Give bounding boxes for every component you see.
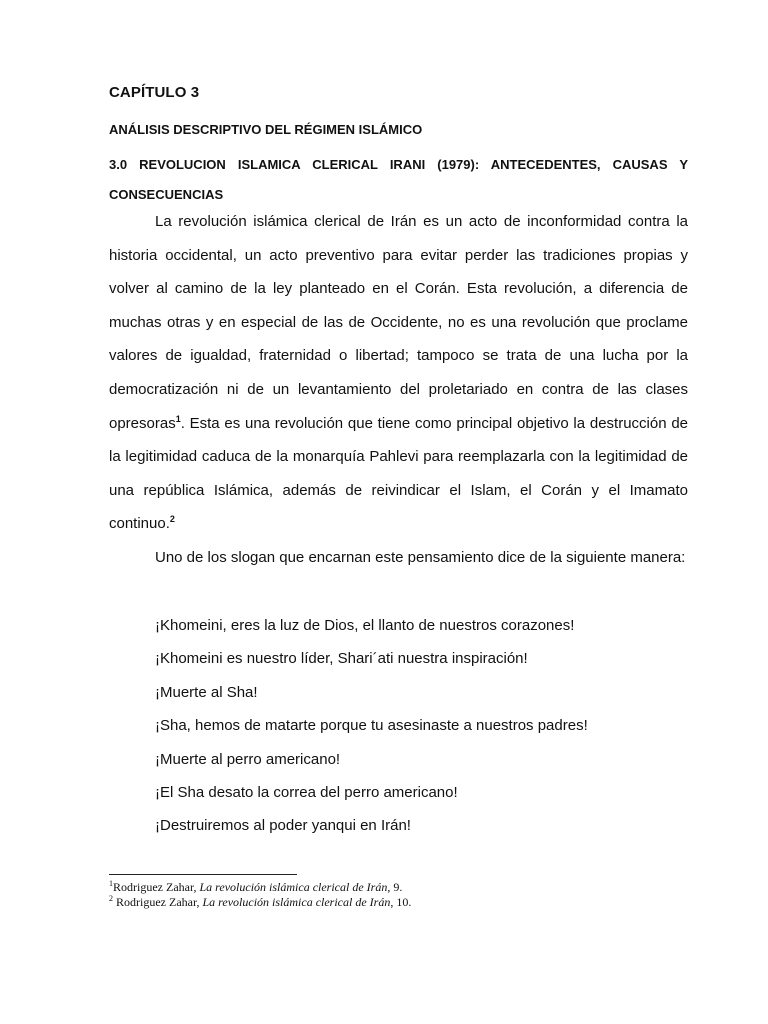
slogan-item: ¡Muerte al perro americano! bbox=[155, 750, 341, 768]
footnote-page: , 10. bbox=[390, 894, 412, 909]
chapter-title: CAPÍTULO 3 bbox=[109, 84, 200, 101]
footnotes-list bbox=[109, 880, 411, 909]
section-title: ANÁLISIS DESCRIPTIVO DEL RÉGIMEN ISLÁMICO bbox=[109, 122, 423, 137]
paragraph-1 bbox=[109, 205, 688, 541]
slogan-item: ¡Destruiremos al poder yanqui en Irán! bbox=[155, 817, 411, 835]
footnote-ref-2: 2 bbox=[169, 514, 175, 525]
paragraph-1-text-b: . Esta es una revolución que tiene como principal objetivo la destrucción de la legitimidad caduca de la monarquía Pahlevi para reemplazarla con la legitimidad de una república Islámica, además de reivindicar el Islam, el Corán y el Imamato continuo. bbox=[109, 414, 688, 533]
slogan-item: ¡Khomeini, eres la luz de Dios, el llanto de nuestros corazones! bbox=[155, 617, 575, 634]
footnote-page: , 9. bbox=[387, 880, 403, 894]
slogan-list bbox=[155, 609, 588, 843]
paragraph-2 bbox=[109, 541, 688, 575]
subsection-title-line-1: 3.0 REVOLUCION ISLAMICA CLERICAL IRANI (1979): ANTECEDENTES, CAUSAS Y bbox=[109, 157, 688, 172]
slogan-item: ¡Sha, hemos de matarte porque tu asesinaste a nuestros padres! bbox=[155, 717, 588, 735]
paragraph-1-text-a: La revolución islámica clerical de Irán es un acto de inconformidad contra la historia occidental, un acto preventivo para evitar perder las tradiciones propias y volver al camino de la ley planteado en el Corán. Esta revolución, a diferencia de muchas otras y en especial de las de Occidente, no es una revolución que proclame valores de igualdad, fraternidad o libertad; tampoco se trata de una lucha por la democratización ni de un levantamiento del proletariado en contra de las clases opresoras bbox=[109, 213, 688, 432]
footnote-marker: 2 bbox=[109, 893, 113, 903]
footnote-author: Rodriguez Zahar, bbox=[113, 894, 203, 909]
slogan-item: ¡Muerte al Sha! bbox=[155, 683, 258, 701]
footnote-author: Rodriguez Zahar, bbox=[113, 880, 200, 894]
subsection-title bbox=[109, 150, 688, 210]
footnote-marker: 1 bbox=[109, 879, 113, 888]
footnote-1 bbox=[109, 880, 411, 895]
footnote-ref-1: 1 bbox=[175, 413, 181, 424]
slogan-item: ¡Khomeini es nuestro líder, Shari´ati nuestra inspiración! bbox=[155, 650, 528, 668]
footnote-2 bbox=[109, 895, 411, 910]
subsection-title-line-2: CONSECUENCIAS bbox=[109, 187, 224, 202]
footnote-title: La revolución islámica clerical de Irán bbox=[199, 880, 388, 894]
paragraph-2-text: Uno de los slogan que encarnan este pensamiento dice de la siguiente manera: bbox=[155, 549, 686, 566]
footnote-separator bbox=[109, 874, 297, 875]
slogan-item: ¡El Sha desato la correa del perro americano! bbox=[155, 784, 458, 802]
footnote-title: La revolución islámica clerical de Irán bbox=[202, 894, 391, 909]
